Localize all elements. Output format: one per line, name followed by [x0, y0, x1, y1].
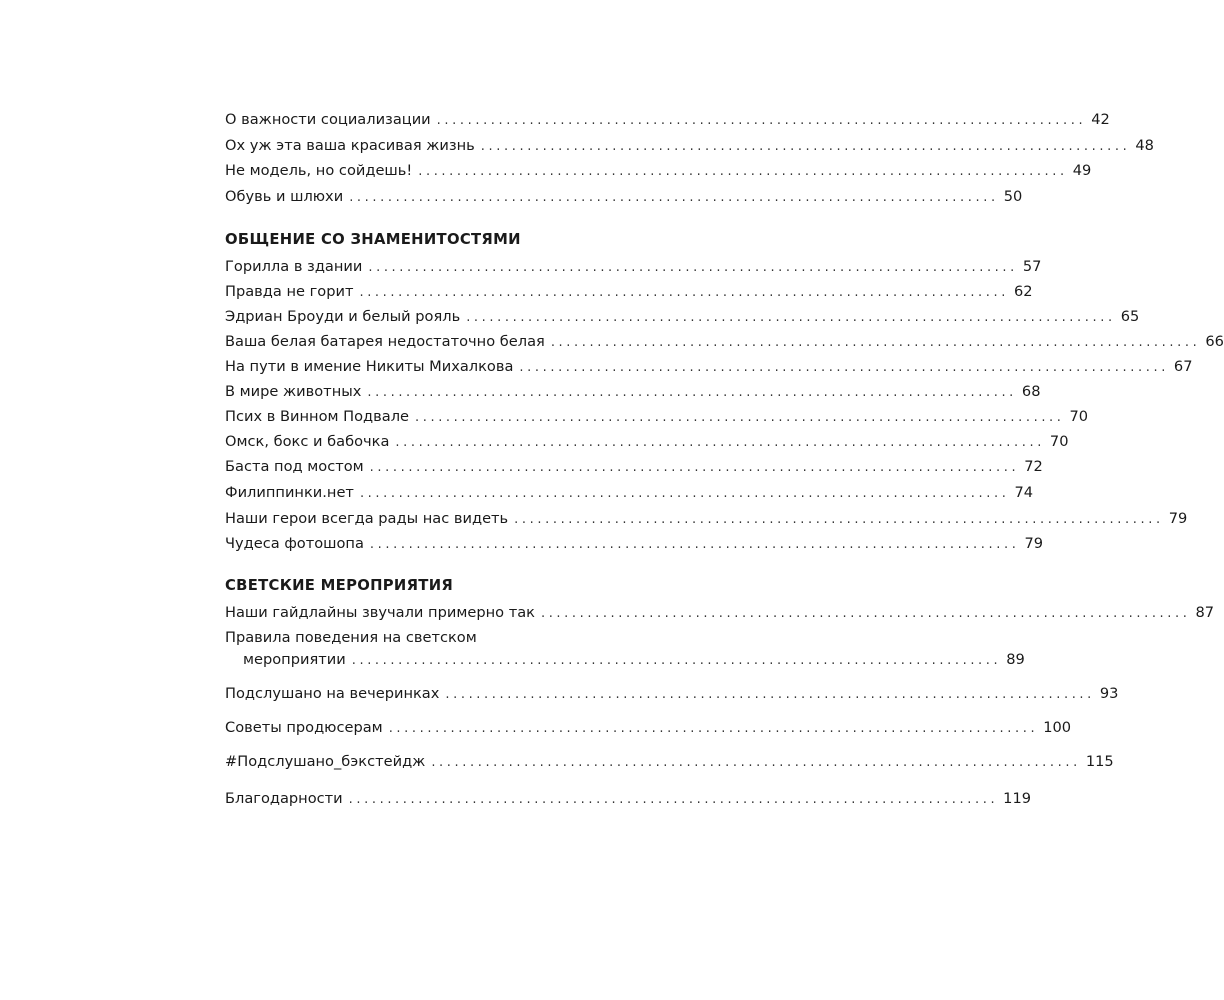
- toc-entry-title: Советы продюсерам: [225, 719, 383, 736]
- toc-entry[interactable]: [225, 482, 1034, 504]
- toc-entry[interactable]: [225, 456, 1043, 478]
- dot-leader: ....................................................................................: [369, 537, 1020, 552]
- toc-entry-page: 87: [1195, 604, 1215, 621]
- dot-leader: ....................................................................................: [540, 606, 1191, 621]
- dot-leader: ....................................................................................: [480, 139, 1131, 154]
- toc-entry[interactable]: [225, 281, 1033, 303]
- toc-entry-title: Эдриан Броуди и белый рояль: [225, 308, 461, 325]
- toc-entry-title: Благодарности: [225, 790, 343, 807]
- toc-entry-page: 65: [1120, 308, 1140, 325]
- toc-entry[interactable]: [225, 135, 1154, 157]
- dot-leader: ....................................................................................: [351, 653, 1002, 668]
- toc-entry-title: Ох уж эта ваша красивая жизнь: [225, 137, 475, 154]
- toc-entry-title: Ваша белая батарея недостаточно белая: [225, 333, 545, 350]
- toc-entry-title: Наши гайдлайны звучали примерно так: [225, 604, 535, 621]
- toc-entry-title-line1[interactable]: Правила поведения на светском: [225, 629, 477, 646]
- toc-entry[interactable]: [225, 381, 1041, 403]
- dot-leader: ....................................................................................: [359, 285, 1009, 300]
- toc-entry[interactable]: [225, 683, 1119, 705]
- toc-entry-page: 49: [1072, 162, 1092, 179]
- toc-entry-title: Омск, бокс и бабочка: [225, 433, 390, 450]
- toc-entry-title: Наши герои всегда рады нас видеть: [225, 510, 509, 527]
- dot-leader: ....................................................................................: [359, 486, 1010, 501]
- dot-leader: ....................................................................................: [395, 435, 1045, 450]
- toc-entry-page: 67: [1173, 358, 1193, 375]
- dot-leader: ....................................................................................: [466, 310, 1116, 325]
- toc-entry[interactable]: [225, 160, 1092, 182]
- toc-entry[interactable]: [225, 186, 1023, 208]
- dot-leader: ....................................................................................: [388, 721, 1039, 736]
- toc-entry[interactable]: [225, 109, 1110, 131]
- toc-entry[interactable]: [225, 306, 1140, 328]
- toc-entry[interactable]: [225, 602, 1215, 624]
- toc-entry[interactable]: [225, 331, 1224, 353]
- toc-entry-page: 50: [1003, 188, 1023, 205]
- toc-entry-page: 70: [1069, 408, 1089, 425]
- dot-leader: ....................................................................................: [367, 385, 1017, 400]
- toc-entry[interactable]: [225, 649, 1025, 671]
- toc-entry[interactable]: [225, 533, 1044, 555]
- toc-entry-page: 68: [1021, 383, 1041, 400]
- dot-leader: ....................................................................................: [445, 687, 1095, 702]
- toc-entry-page: 79: [1168, 510, 1188, 527]
- toc-entry-page: 79: [1024, 535, 1044, 552]
- dot-leader: ....................................................................................: [436, 113, 1087, 128]
- toc-entry-page: 70: [1049, 433, 1069, 450]
- toc-entry[interactable]: [225, 356, 1193, 378]
- toc-entry[interactable]: [225, 406, 1089, 428]
- toc-entry-page: 74: [1014, 484, 1034, 501]
- section-heading: ОБЩЕНИЕ СО ЗНАМЕНИТОСТЯМИ: [225, 231, 521, 248]
- toc-entry-title: О важности социализации: [225, 111, 431, 128]
- toc-entry-page: 93: [1099, 685, 1119, 702]
- toc-entry[interactable]: [225, 256, 1042, 278]
- toc-entry-title: Чудеса фотошопа: [225, 535, 364, 552]
- dot-leader: ....................................................................................: [431, 755, 1081, 770]
- toc-entry[interactable]: [225, 431, 1069, 453]
- toc-entry[interactable]: [225, 508, 1188, 530]
- toc-entry-title: #Подслушано_бэкстейдж: [225, 753, 426, 770]
- toc-entry-title: Обувь и шлюхи: [225, 188, 344, 205]
- dot-leader: ....................................................................................: [349, 190, 999, 205]
- toc-entry-title: Не модель, но сойдешь!: [225, 162, 413, 179]
- toc-entry-page: 89: [1006, 651, 1025, 668]
- toc-entry-page: 72: [1024, 458, 1043, 475]
- toc-entry-page: 62: [1013, 283, 1033, 300]
- toc-entry-title: Подслушано на вечеринках: [225, 685, 440, 702]
- toc-entry-page: 66: [1205, 333, 1224, 350]
- toc-entry[interactable]: [225, 751, 1114, 773]
- dot-leader: ....................................................................................: [348, 792, 999, 807]
- toc-entry-title: Горилла в здании: [225, 258, 363, 275]
- toc-entry-title: Псих в Винном Подвале: [225, 408, 409, 425]
- toc-entry-page: 57: [1022, 258, 1042, 275]
- toc-entry-title: Правда не горит: [225, 283, 354, 300]
- toc-entry-title-line2: мероприятии: [243, 651, 346, 668]
- toc-entry-page: 100: [1043, 719, 1072, 736]
- toc-entry[interactable]: [225, 717, 1072, 739]
- dot-leader: ....................................................................................: [369, 460, 1020, 475]
- toc-entry[interactable]: [225, 788, 1032, 810]
- dot-leader: ....................................................................................: [519, 360, 1169, 375]
- toc-entry-title: Баста под мостом: [225, 458, 364, 475]
- toc-entry-page: 119: [1003, 790, 1032, 807]
- section-heading: СВЕТСКИЕ МЕРОПРИЯТИЯ: [225, 577, 454, 594]
- toc-entry-title: В мире животных: [225, 383, 362, 400]
- dot-leader: ....................................................................................: [418, 164, 1068, 179]
- dot-leader: ....................................................................................: [550, 335, 1201, 350]
- toc-entry-page: 48: [1135, 137, 1154, 154]
- dot-leader: ....................................................................................: [368, 260, 1018, 275]
- dot-leader: ....................................................................................: [415, 410, 1065, 425]
- dot-leader: ....................................................................................: [514, 512, 1164, 527]
- toc-entry-title: Филиппинки.нет: [225, 484, 354, 501]
- toc-entry-title: На пути в имение Никиты Михалкова: [225, 358, 514, 375]
- toc-entry-page: 42: [1091, 111, 1110, 128]
- toc-entry-page: 115: [1085, 753, 1114, 770]
